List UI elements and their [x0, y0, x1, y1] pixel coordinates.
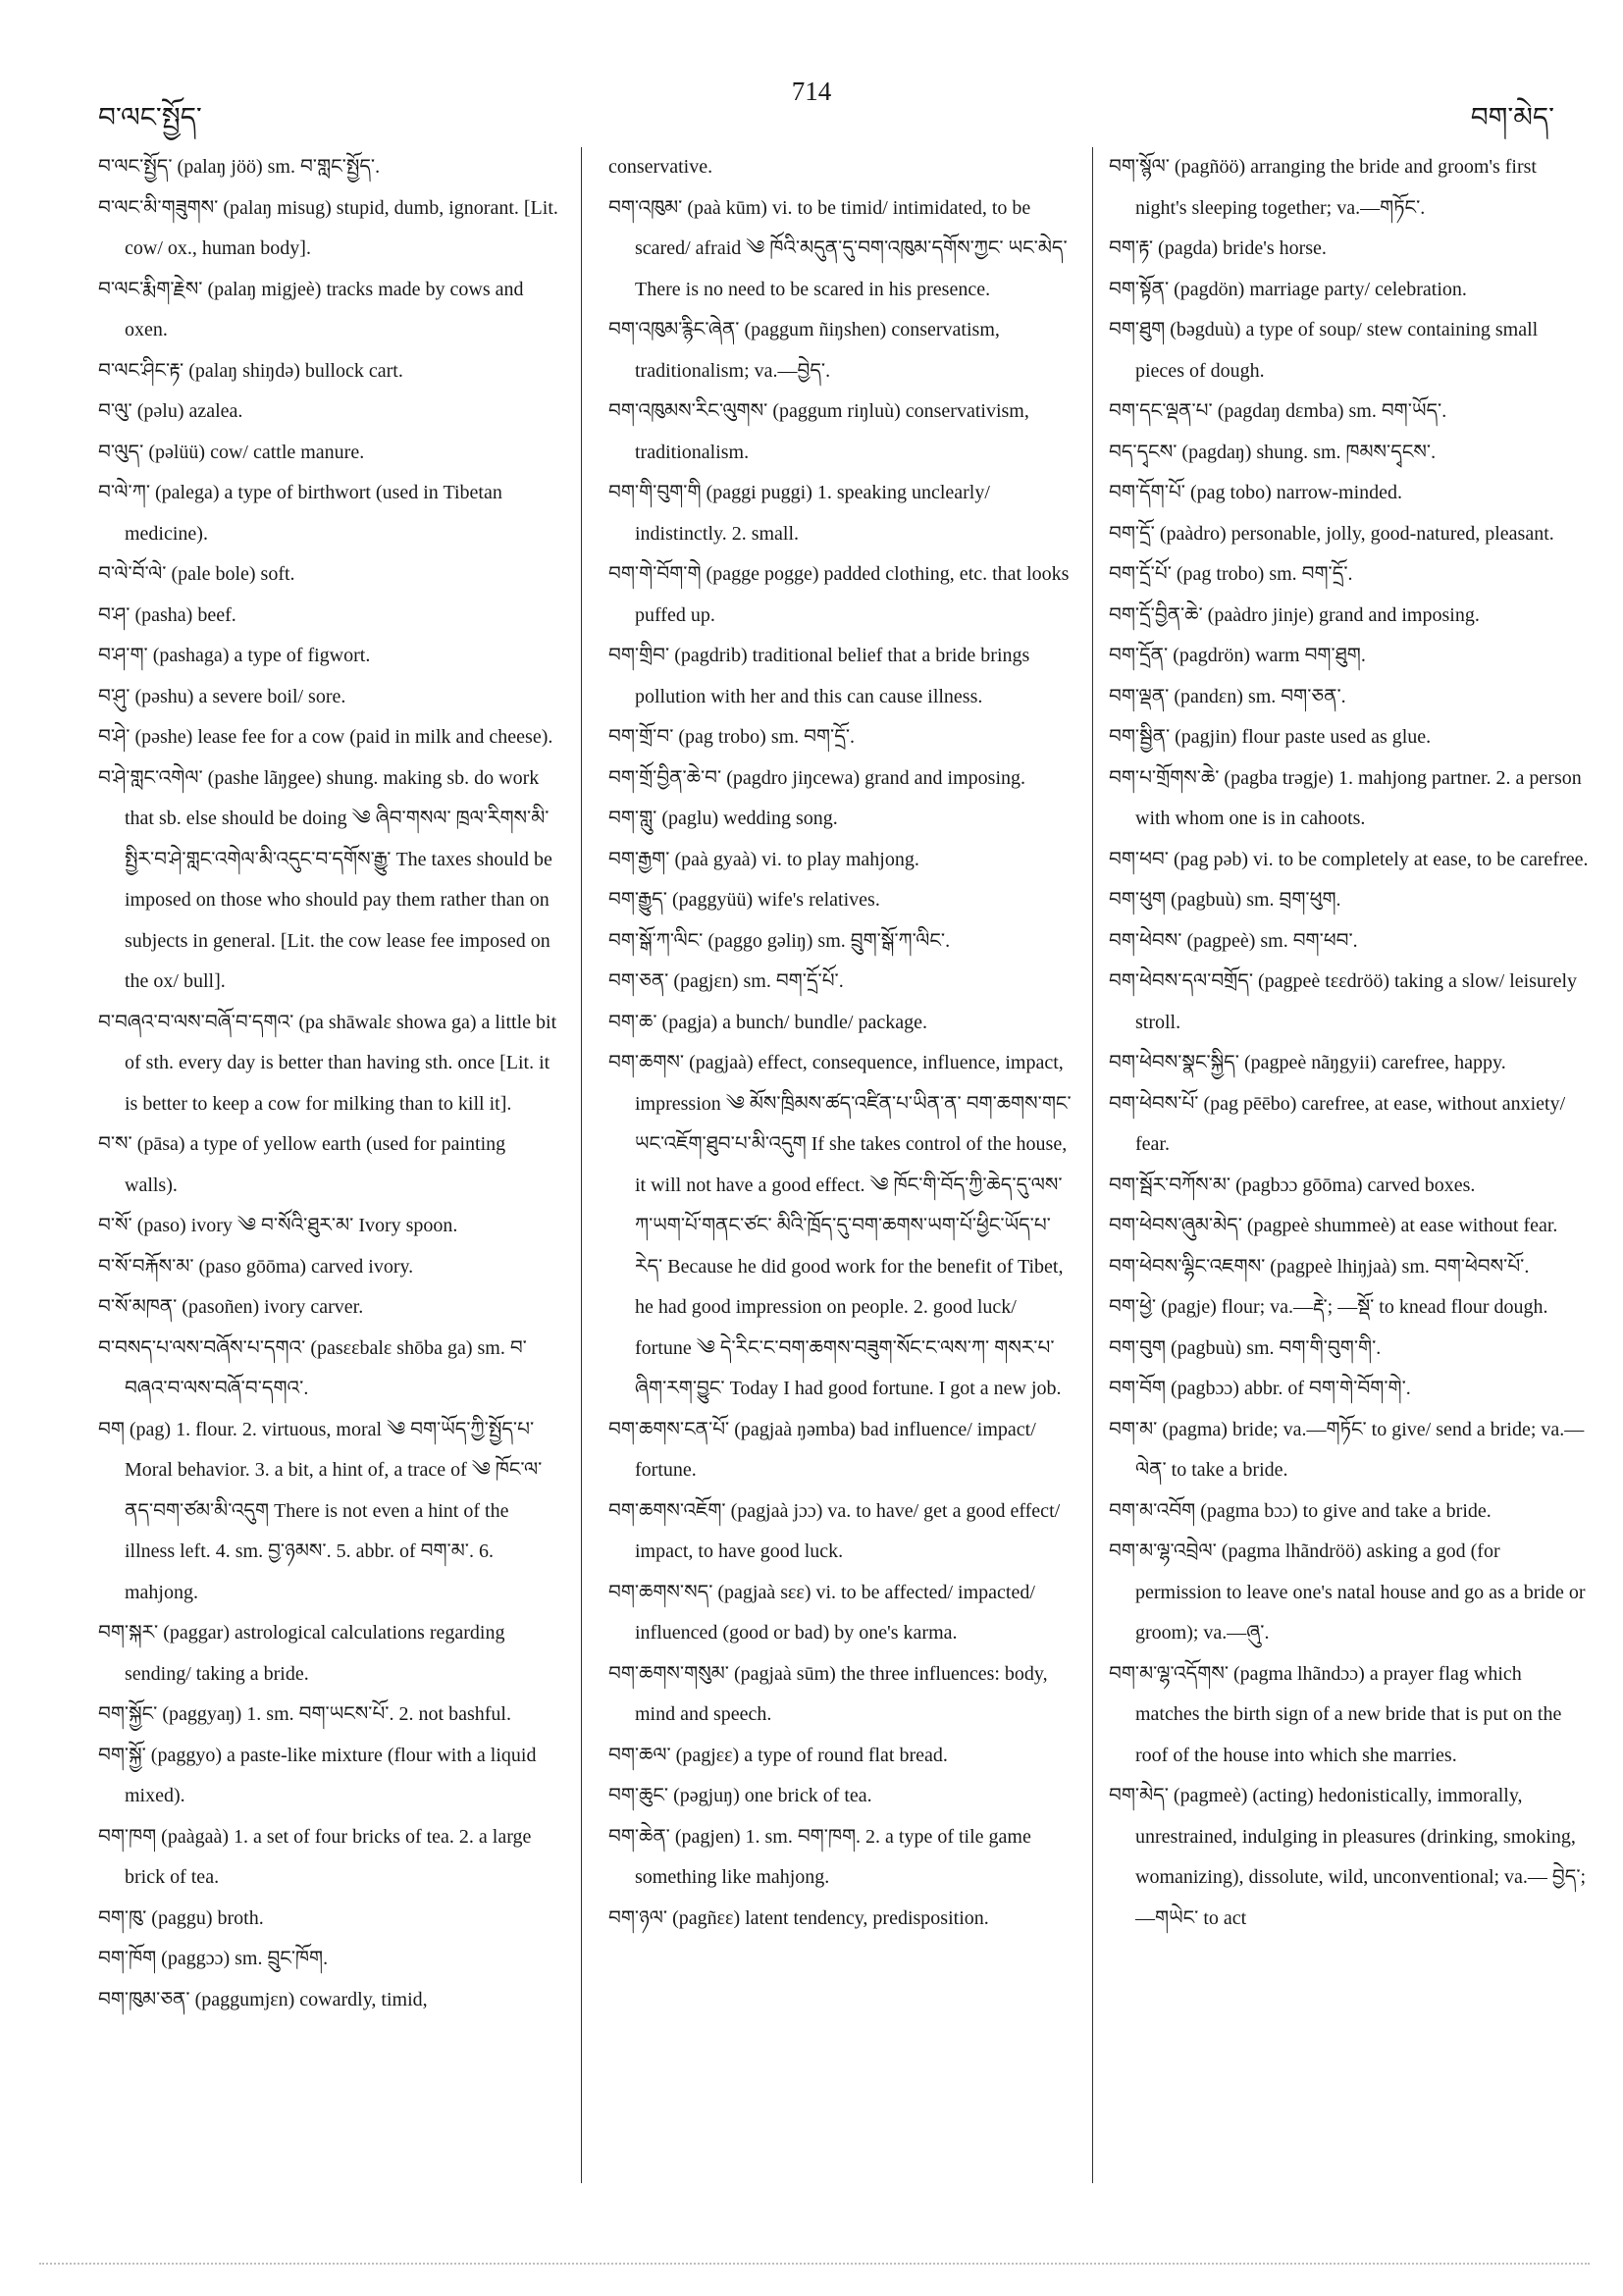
page-number: 714: [791, 77, 832, 106]
dictionary-entry: བག་ཆགས་སད་ (pagjaà sɛɛ) vi. to be affected/ impacted/ influenced (good or bad) by one's karma.: [608, 1581, 1035, 1644]
dictionary-entry: བག་དང་ལྡན་པ་ (pagdaŋ dɛmba) sm. བག་ཡོད་.: [1109, 400, 1447, 422]
dictionary-entry: བག་ལྡན་ (pandɛn) sm. བག་ཅན་.: [1109, 685, 1346, 707]
dictionary-entry: བག་ཆུང་ (pəgjuŋ) one brick of tea.: [608, 1785, 872, 1806]
dictionary-column-3: [1109, 147, 1590, 2188]
dictionary-entry: བག་འཁུམ་ (paà kūm) vi. to be timid/ intimidated, to be scared/ afraid ༄ ཁོའི་མདུན་དུ་བག་འཁུམ་དགོས་ཀྱང་ ཡང་མེད་ There is no need to be scared in his presence.: [608, 196, 1068, 300]
dictionary-entry: བག་སྐྱོ་ (paggyo) a paste-like mixture (flour with a liquid mixed).: [98, 1744, 537, 1806]
dictionary-entry: བག་གླུ་ (paglu) wedding song.: [608, 808, 838, 829]
dictionary-entry: བག་ཕེབས་སྣང་སྐྱིད་ (pagpeè nãŋgyii) carefree, happy.: [1109, 1052, 1506, 1073]
dictionary-entry: བག་སྦྱིན་ (pagjin) flour paste used as glue.: [1109, 726, 1432, 748]
dictionary-entry: བ་སོ་ (paso) ivory ༄ བ་སོའི་ཐུར་མ་ Ivory spoon.: [98, 1215, 458, 1236]
dictionary-entry: བག་དྲོན་ (pagdrön) warm བག་ཐུག.: [1109, 645, 1366, 666]
dictionary-entry: བག་ཕེབས་དལ་བགྲོད་ (pagpeè tɛɛdröö) taking a slow/ leisurely stroll.: [1109, 970, 1578, 1033]
footer-scan-edge: [39, 2263, 1590, 2267]
dictionary-entry: བག་འཁུམས་རིང་ལུགས་ (paggum riŋluù) conservativism, traditionalism.: [608, 400, 1029, 463]
dictionary-entry: བག་སྐྱོང་ (paggyaŋ) 1. sm. བག་ཡངས་པོ་. 2. not bashful.: [98, 1703, 511, 1725]
dictionary-entry: བག་ཅན་ (pagjɛn) sm. བག་དྲོ་པོ་.: [608, 970, 844, 992]
dictionary-entry: བག་ཆགས་ངན་པོ་ (pagjaà ŋəmba) bad influence/ impact/ fortune.: [608, 1418, 1036, 1481]
dictionary-entry: བག་རྒྱག་ (paà gyaà) vi. to play mahjong.: [608, 848, 919, 870]
dictionary-entry: བ་སོ་བརྐོས་མ་ (paso gōōma) carved ivory.: [98, 1255, 414, 1278]
dictionary-entry: བག་ཉལ་ (pagñɛɛ) latent tendency, predisposition.: [608, 1906, 989, 1929]
dictionary-entry: བག་མ་ལྷ་འབྲེལ་ (pagma lhãndröö) asking a god (for permission to leave one's natal house and go as a bride or groom); va.—ཞུ་.: [1109, 1540, 1586, 1644]
dictionary-entry: བག་ཆེན་ (pagjen) 1. sm. བག་ཁག. 2. a type of tile game something like mahjong.: [608, 1825, 1031, 1888]
dictionary-entry: བ་ལུད་ (pəlüü) cow/ cattle manure.: [98, 441, 365, 463]
dictionary-entry: བག་ཁོག (paggɔɔ) sm. བྲུང་ཁོག.: [98, 1948, 329, 1969]
dictionary-entry: བག་སྙོལ་ (pagñöö) arranging the bride and groom's first night's sleeping together; va.—གཏོང་.: [1109, 156, 1537, 219]
dictionary-entry: བག་སྒོ་ཀ་ལིང་ (paggo gəliŋ) sm. བྲུག་སྒོ་ཀ་ལིང་.: [608, 929, 951, 952]
dictionary-entry: བ་སོ་མཁན་ (pasoñen) ivory carver.: [98, 1296, 364, 1318]
dictionary-entry: བག་གེ་བོག་གེ (pagge pogge) padded clothing, etc. that looks puffed up.: [608, 563, 1070, 626]
dictionary-entry: བ་ཤ་ (pasha) beef.: [98, 603, 236, 626]
dictionary-entry: བག་རྒྱུད་ (paggyüü) wife's relatives.: [608, 889, 880, 911]
dictionary-entry: བག་མེད་ (pagmeè) (acting) hedonistically, immorally, unrestrained, indulging in pleasures (drinking, smoking, womanizing), dissolute, wild, unconventional; va.— བྱེད་; —གཡེང་ to act: [1109, 1785, 1587, 1929]
dictionary-entry: བ་ཤ་ག་ (pashaga) a type of figwort.: [98, 645, 371, 666]
dictionary-entry: བག་དྲོ་བྱིན་ཆེ་ (paàdro jinje) grand and imposing.: [1109, 603, 1480, 626]
dictionary-columns: [98, 147, 1590, 2188]
dictionary-entry: བ་ཤེ་ (pəshe) lease fee for a cow (paid in milk and cheese).: [98, 726, 553, 748]
dictionary-entry: བག་མ་ (pagma) bride; va.—གཏོང་ to give/ send a bride; va.—ལེན་ to take a bride.: [1109, 1418, 1585, 1481]
dictionary-entry: བ་ལང་མི་གཟུགས་ (palaŋ misug) stupid, dumb, ignorant. [Lit. cow/ ox., human body].: [98, 196, 558, 259]
dictionary-column-1: [98, 147, 559, 2188]
dictionary-entry: བག་ཕྱེ་ (pagje) flour; va.—རྡེ་; —སྡོ་ to knead flour dough.: [1109, 1296, 1548, 1318]
dictionary-entry: བག་གྲོ་བ་ (pag trobo) sm. བག་དྲོ་.: [608, 726, 856, 748]
dictionary-entry: བག་བོག (pagbɔɔ) abbr. of བག་གེ་བོག་གེ་.: [1109, 1378, 1411, 1399]
dictionary-entry: བག་ཆགས་ (pagjaà) effect, consequence, influence, impact, impression ༄ མོས་ཁྲིམས་ཚད་འཛིན་པ་ཡིན་ན་ བག་ཆགས་གང་ཡང་འཇོག་ཐུབ་པ་མི་འདུག If she takes control of the house, it will not have a good effect. ༄ ཁོང་གི་བོད་ཀྱི་ཆེད་དུ་ལས་ཀ་ཡག་པོ་གནང་ཙང་ མིའི་ཁྲོད་དུ་བག་ཆགས་ཡག་པོ་ཕྱིང་ཡོད་པ་རེད་ Because he did good work for the benefit of Tibet, he had good impression on people. 2. good luck/ fortune ༄ དེ་རིང་ང་བག་ཆགས་བཟུག་སོང་ང་ལས་ཀ་ གསར་པ་ཞིག་རག་བྱུང་ Today I had good fortune. I got a new job.: [608, 1052, 1072, 1399]
dictionary-entry: བག་སྦོར་བཀོས་མ་ (pagbɔɔ gōōma) carved boxes.: [1109, 1174, 1476, 1196]
dictionary-entry: བག་གི་བུག་གི (paggi puggi) 1. speaking unclearly/ indistinctly. 2. small.: [608, 482, 990, 545]
dictionary-entry: བག་གྲོ་བྱིན་ཆེ་བ་ (pagdro jiŋcewa) grand and imposing.: [608, 766, 1026, 789]
dictionary-entry: བ་ཤུ་ (pəshu) a severe boil/ sore.: [98, 685, 346, 707]
dictionary-entry: བག་འཁུམ་རྙིང་ཞེན་ (paggum ñiŋshen) conservatism, traditionalism; va.—བྱེད་.: [608, 319, 1000, 382]
dictionary-entry: བག་པ་གྲོགས་ཆེ་ (pagba trəgje) 1. mahjong partner. 2. a person with whom one is in cahoots.: [1109, 766, 1582, 829]
dictionary-column-2: [608, 147, 1074, 2188]
dictionary-entry: བག་དོག་པོ་ (pag tobo) narrow-minded.: [1109, 482, 1403, 503]
dictionary-entry: བ་ལེ་བོ་ལེ་ (pale bole) soft.: [98, 563, 295, 585]
dictionary-entry: བག་བུག (pagbuù) sm. བག་གི་བུག་གི་.: [1109, 1336, 1382, 1359]
dictionary-entry: བག་ཆགས་གསུམ་ (pagjaà sūm) the three influences: body, mind and speech.: [608, 1662, 1048, 1725]
dictionary-entry: conservative.: [608, 156, 713, 178]
dictionary-entry: བག་དྲོ་པོ་ (pag trobo) sm. བག་དྲོ་.: [1109, 563, 1353, 585]
dictionary-entry: བག་ཕེབས་ (pagpeè) sm. བག་ཕབ་.: [1109, 929, 1358, 952]
dictionary-entry: བག་ཆ་ (pagja) a bunch/ bundle/ package.: [608, 1011, 927, 1033]
dictionary-entry: བག་ཆལ་ (pagjɛɛ) a type of round flat bread.: [608, 1744, 948, 1766]
dictionary-entry: བག་སྐར་ (paggar) astrological calculations regarding sending/ taking a bride.: [98, 1622, 505, 1685]
dictionary-entry: བ་ལང་ཤིང་རྟ་ (palaŋ shiŋdə) bullock cart.: [98, 359, 403, 382]
dictionary-entry: བག (pag) 1. flour. 2. virtuous, moral ༄ བག་ཡོད་ཀྱི་སྤྱོད་པ་ Moral behavior. 3. a bit, a hint of, a trace of ༄ ཁོང་ལ་ནད་བག་ཙམ་མི་འདུག There is not even a hint of the illness left. 4. sm. བྱ་ཉམས་. 5. abbr. of བག་མ་. 6. mahjong.: [98, 1418, 543, 1603]
guide-word-right: བག་མེད་: [1470, 101, 1554, 133]
dictionary-entry: བ་ལང་སྤྱོད་ (palaŋ jöö) sm. བ་གླང་སྤྱོད་.: [98, 156, 381, 178]
dictionary-entry: བ་ལང་རྨིག་རྗེས་ (palaŋ migjeè) tracks made by cows and oxen.: [98, 278, 524, 340]
dictionary-entry: བག་ཕེབས་ཞུམ་མེད་ (pagpeè shummeè) at ease without fear.: [1109, 1215, 1558, 1236]
page-header: [0, 69, 1623, 133]
dictionary-entry: བག་ཐུག (bəgduù) a type of soup/ stew containing small pieces of dough.: [1109, 319, 1539, 382]
dictionary-entry: བག་ཆགས་འཇོག་ (pagjaà jɔɔ) va. to have/ get a good effect/ impact, to have good luck.: [608, 1499, 1061, 1562]
dictionary-entry: བག་ཕུག (pagbuù) sm. བྲག་ཕུག.: [1109, 889, 1341, 911]
dictionary-entry: བ་ལེ་ཀ་ (palega) a type of birthwort (used in Tibetan medicine).: [98, 482, 502, 545]
dictionary-entry: བག་ཕབ་ (pag pəb) vi. to be completely at ease, to be carefree.: [1109, 848, 1589, 870]
dictionary-entry: བག་མ་ལྷ་འདོགས་ (pagma lhãndɔɔ) a prayer flag which matches the birth sign of a new bride that is put on the roof of the house into which she marries.: [1109, 1662, 1562, 1766]
guide-word-left: བ་ལང་སྤྱོད་: [98, 101, 202, 133]
dictionary-entry: བ་ལུ་ (pəlu) azalea.: [98, 400, 243, 422]
dictionary-entry: བག་གྲིབ་ (pagdrib) traditional belief that a bride brings pollution with her and this can cause illness.: [608, 645, 1030, 707]
dictionary-entry: བག་ཁག (paàgaà) 1. a set of four bricks of tea. 2. a large brick of tea.: [98, 1825, 532, 1888]
dictionary-entry: བག་རྟ་ (pagda) bride's horse.: [1109, 237, 1327, 259]
dictionary-entry: བ་ས་ (pāsa) a type of yellow earth (used for painting walls).: [98, 1133, 506, 1196]
dictionary-entry: བག་དྲོ་ (paàdro) personable, jolly, good-natured, pleasant.: [1109, 522, 1554, 545]
dictionary-entry: བ་བསད་པ་ལས་བཞོས་པ་དགའ་ (pasɛɛbalɛ shōba ga) sm. བ་བཞའ་བ་ལས་བཞོ་བ་དགའ་.: [98, 1336, 527, 1399]
dictionary-entry: བག་ཕེབས་ལྷིང་འཇགས་ (pagpeè lhiŋjaà) sm. བག་ཕེབས་པོ་.: [1109, 1255, 1530, 1278]
dictionary-entry: བག་ཁུམ་ཅན་ (paggumjɛn) cowardly, timid,: [98, 1988, 428, 2010]
dictionary-entry: བག་ཕེབས་པོ་ (pag pēēbo) carefree, at ease, without anxiety/ fear.: [1109, 1092, 1566, 1155]
dictionary-entry: བད་དྭངས་ (pagdaŋ) shung. sm. ཁམས་དྭངས་.: [1109, 441, 1437, 463]
dictionary-entry: བ་བཞའ་བ་ལས་བཞོ་བ་དགའ་ (pa shāwalɛ showa ga) a little bit of sth. every day is better than having sth. once [Lit. it is better to keep a cow for milking than to kill it].: [98, 1011, 557, 1115]
dictionary-entry: བག་ཁུ་ (paggu) broth.: [98, 1906, 264, 1929]
dictionary-entry: བག་མ་འབོག (pagma bɔɔ) to give and take a bride.: [1109, 1499, 1492, 1522]
dictionary-entry: བ་ཤེ་གླང་འགེལ་ (pashe lãŋgee) shung. making sb. do work that sb. else should be doing ༄ ཞིབ་གསལ་ ཁྲལ་རིགས་མི་སྤྱིར་བ་ཤེ་གླང་འགེལ་མི་འདུང་བ་དགོས་རྒྱུ་ The taxes should be imposed on those who should pay them rather than on subjects in general. [Lit. the cow lease fee imposed on the ox/ bull].: [98, 766, 552, 992]
dictionary-entry: བག་སྟོན་ (pagdön) marriage party/ celebration.: [1109, 278, 1467, 300]
